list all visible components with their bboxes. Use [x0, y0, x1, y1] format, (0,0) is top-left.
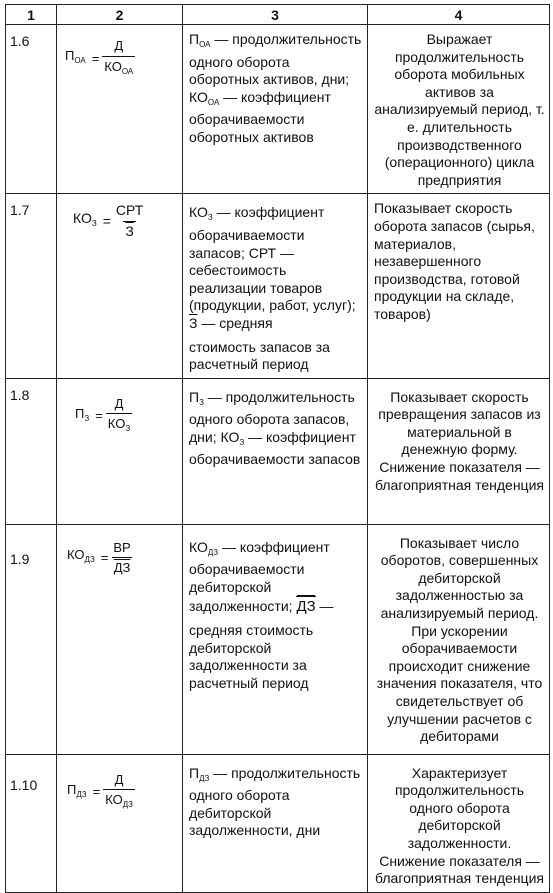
- formula-cell: [57, 194, 183, 378]
- formula-cell: [57, 524, 183, 754]
- header-col-4: 4: [368, 5, 550, 25]
- formula: $КО_З$ = $\frac{\text{СРТ}}{З}$: [73, 202, 144, 239]
- formula: $П_{ДЗ}$ = $\frac{Д}{КО_{ДЗ}}$: [67, 771, 135, 814]
- meaning-cell: Показывает скорость превращения запасов из материальной в денежную форму. Снижение показателя — благоприятная тенденция: [368, 378, 550, 524]
- table-row: [6, 194, 550, 378]
- meaning-cell: Характеризует продолжительность одного оборота дебиторской задолженности. Снижение показателя — благоприятная тенденция: [368, 754, 550, 892]
- header-col-2: 2: [57, 5, 183, 25]
- meaning-cell: Выражает продолжительность оборота мобильных активов за анализируемый период, т. е. длительность производственного (операционного) цикла предприятия: [368, 25, 550, 194]
- description-cell: $П_З$ — продолжительность одного оборота запасов, дни; $КО_З$ — коэффициент оборачиваемости запасов: [183, 378, 368, 524]
- formula: $П_З$ = $\frac{Д}{КО_З}$: [75, 395, 132, 438]
- meaning-cell: Показывает скорость оборота запасов (сырья, материалов, незавершенного производства, готовой продукции на складе, товаров): [368, 194, 550, 378]
- table-row: [6, 25, 550, 194]
- meaning-cell: Показывает число оборотов, совершенных дебиторской задолженностью за анализируемый период. При ускорении оборачиваемости происходит снижение значения показателя, что свидетельствует об улучшении расчетов с дебиторами: [368, 524, 550, 754]
- description-cell: $П_{ДЗ}$ — продолжительность одного оборота дебиторской задолженности, дни: [183, 754, 368, 892]
- description-cell: $П_{ОА}$ — продолжительность одного оборота оборотных активов, дни; $КО_{ОА}$ — коэффициент оборачиваемости оборотных активов: [183, 25, 368, 194]
- formula: $КО_{ДЗ}$ = $\frac{ВР}{ДЗ}$: [67, 539, 131, 576]
- indicator-table: [5, 4, 550, 893]
- formula-cell: [57, 25, 183, 194]
- formula: $П_{ОА}$ = $\frac{Д}{КО_{ОА}}$: [65, 37, 135, 80]
- description-cell: $КО_З$ — коэффициент оборачиваемости запасов; СРТ — себестоимость реализации товаров (продукции, работ, услуг); З — средняя стоимость запасов за расчетный период: [183, 194, 368, 378]
- table-row: [6, 378, 550, 524]
- row-number: 1.8: [6, 378, 57, 524]
- row-number: 1.6: [6, 25, 57, 194]
- row-number: 1.9: [6, 524, 57, 754]
- formula-cell: [57, 378, 183, 524]
- table-row: [6, 524, 550, 754]
- header-col-1: 1: [6, 5, 57, 25]
- header-row: [6, 5, 550, 25]
- table-row: [6, 754, 550, 892]
- header-col-3: 3: [183, 5, 368, 25]
- row-number: 1.10: [6, 754, 57, 892]
- formula-cell: [57, 754, 183, 892]
- description-cell: $КО_{ДЗ}$ — коэффициент оборачиваемости дебиторской задолженности; ДЗ — средняя стоимость дебиторской задолженности за расчетный период: [183, 524, 368, 754]
- row-number: 1.7: [6, 194, 57, 378]
